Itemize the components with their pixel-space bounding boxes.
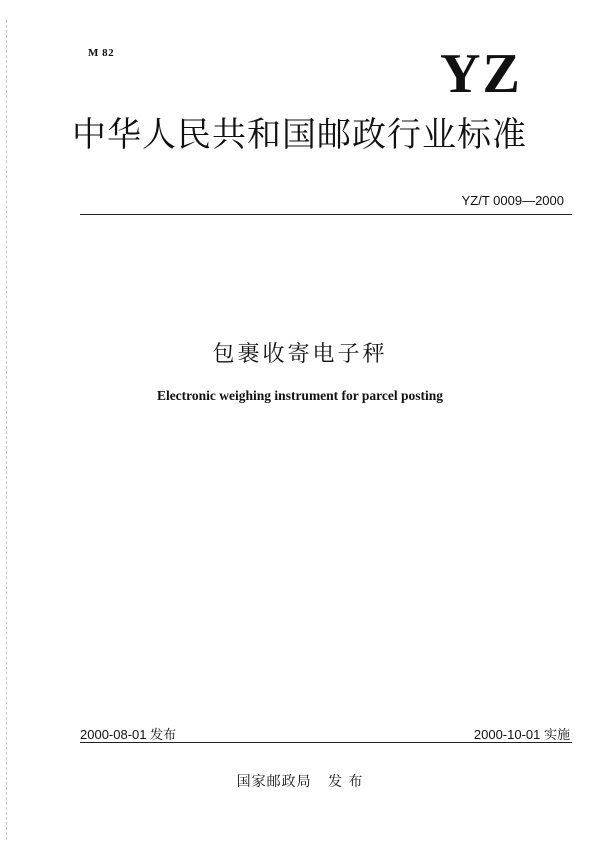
yz-logo: YZ (440, 43, 522, 105)
standard-number: YZ/T 0009—2000 (461, 193, 564, 208)
classification-code: M 82 (88, 47, 115, 59)
header-divider (80, 214, 572, 215)
standard-title: 中华人民共和国邮政行业标准 (72, 115, 527, 155)
footer-divider (80, 742, 572, 743)
scan-edge-line (6, 20, 7, 840)
document-title-chinese: 包裹收寄电子秤 (212, 342, 388, 367)
implementation-date: 2000-10-01 实施 (473, 727, 570, 742)
issue-date: 2000-08-01 发布 (80, 727, 177, 742)
document-title-english: Electronic weighing instrument for parcel posting (156, 388, 444, 403)
issuing-authority: 国家邮政局 发 布 (236, 774, 364, 790)
